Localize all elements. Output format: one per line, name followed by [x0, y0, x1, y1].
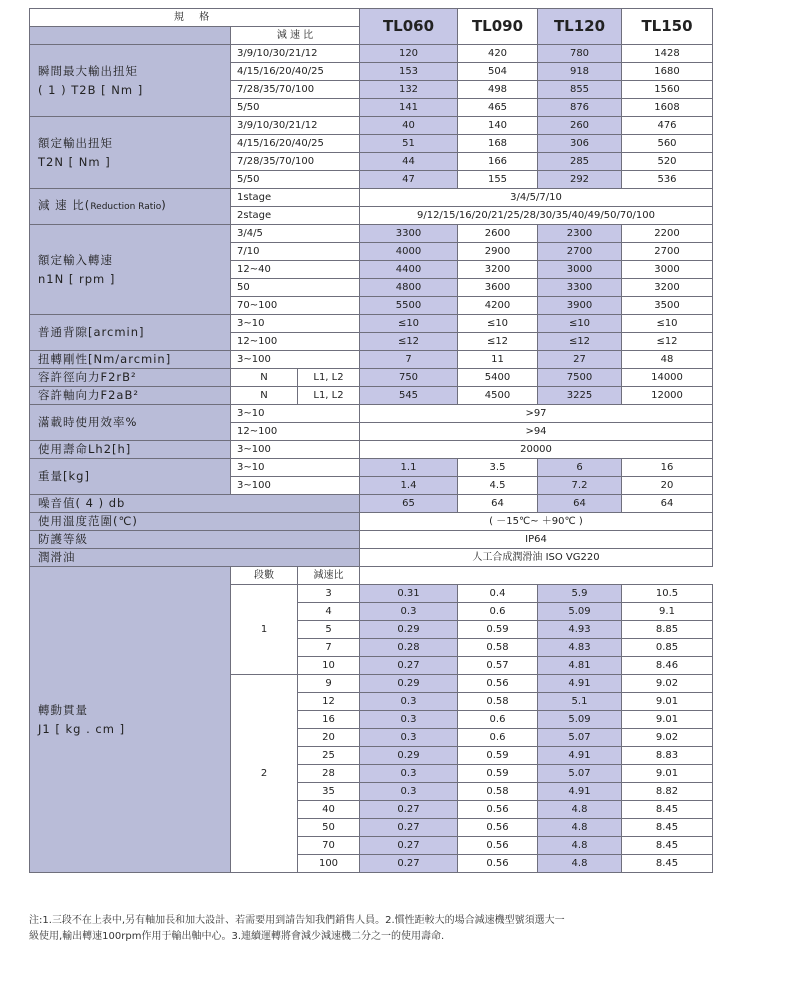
stiffness-label: 扭轉剛性[Nm/arcmin]	[30, 351, 231, 369]
value-cell: 65	[360, 495, 458, 513]
value-cell: 16	[622, 459, 713, 477]
value-cell: 7	[360, 351, 458, 369]
value-cell: 0.58	[458, 783, 538, 801]
value-cell: 4.91	[538, 747, 622, 765]
value-cell: 545	[360, 387, 458, 405]
value-cell: 0.59	[458, 621, 538, 639]
input-speed-label	[30, 225, 231, 315]
value-cell: 4400	[360, 261, 458, 279]
value-cell: 0.3	[360, 711, 458, 729]
value-cell: 465	[458, 99, 538, 117]
value-cell: 0.29	[360, 675, 458, 693]
unit-cell: N	[231, 369, 298, 387]
rated-torque-label-sub: T2N [ Nm ]	[38, 154, 111, 169]
ratio-cell: 5	[298, 621, 360, 639]
inertia-label	[30, 567, 231, 873]
value-cell: 4.83	[538, 639, 622, 657]
value-cell: 10.5	[622, 585, 713, 603]
value-cell: 3900	[538, 297, 622, 315]
value-cell: 9.01	[622, 693, 713, 711]
value-cell: 8.45	[622, 855, 713, 873]
ratio-cell: 12~100	[231, 333, 360, 351]
reduction-title-end: )	[161, 198, 167, 212]
ratio-cell: 4/15/16/20/40/25	[231, 135, 360, 153]
value-cell: 0.59	[458, 765, 538, 783]
unit-cell: N	[231, 387, 298, 405]
ratio-cell: 7/10	[231, 243, 360, 261]
value-cell: 0.56	[458, 837, 538, 855]
value-cell: 48	[622, 351, 713, 369]
value-cell: 476	[622, 117, 713, 135]
ratio-cell: 70	[298, 837, 360, 855]
value-cell: 260	[538, 117, 622, 135]
footnotes	[29, 913, 719, 945]
value-cell: 5.09	[538, 603, 622, 621]
ratio-header: 減 速 比	[231, 27, 360, 45]
value-cell: 27	[538, 351, 622, 369]
value-cell: ≤12	[360, 333, 458, 351]
rated-torque-row	[30, 117, 713, 135]
value-cell: 0.31	[360, 585, 458, 603]
value-cell: 8.82	[622, 783, 713, 801]
ratio-cell: 12~40	[231, 261, 360, 279]
value-cell: 132	[360, 81, 458, 99]
value-cell: 0.56	[458, 819, 538, 837]
value-cell: 8.85	[622, 621, 713, 639]
value-cell: 0.27	[360, 657, 458, 675]
max-torque-label-sub: ( 1 ) T2B [ Nm ]	[38, 82, 144, 97]
condition-cell: L1, L2	[298, 369, 360, 387]
value-cell: 3200	[458, 261, 538, 279]
temperature-value: ( －15℃~ ＋90℃ )	[360, 513, 713, 531]
value-cell: 4.91	[538, 783, 622, 801]
value-cell: ≤12	[538, 333, 622, 351]
value-cell: 0.27	[360, 819, 458, 837]
value-cell: 0.3	[360, 783, 458, 801]
value-cell: 0.6	[458, 603, 538, 621]
stage-number: 2	[231, 675, 298, 873]
value-cell: 5.07	[538, 765, 622, 783]
value-cell: 0.28	[360, 639, 458, 657]
value-cell: 3600	[458, 279, 538, 297]
ratio-cell: 40	[298, 801, 360, 819]
value-cell: ≤10	[538, 315, 622, 333]
value-cell: 4.8	[538, 819, 622, 837]
value-cell: 153	[360, 63, 458, 81]
value-cell: 0.56	[458, 855, 538, 873]
value-cell: ≤10	[360, 315, 458, 333]
ratio-cell: 3/4/5	[231, 225, 360, 243]
ratio-cell: 3~100	[231, 477, 360, 495]
life-value: 20000	[360, 441, 713, 459]
stages-header: 段數	[231, 567, 298, 585]
value-cell: 4.5	[458, 477, 538, 495]
value-cell: 0.57	[458, 657, 538, 675]
value-cell: 0.58	[458, 693, 538, 711]
ratio-cell: 50	[298, 819, 360, 837]
value-cell: 8.46	[622, 657, 713, 675]
stage-cell: 1stage	[231, 189, 360, 207]
ratio-cell: 5/50	[231, 171, 360, 189]
ratio-cell: 70~100	[231, 297, 360, 315]
value-cell: 8.83	[622, 747, 713, 765]
value-cell: 14000	[622, 369, 713, 387]
value-cell: 20	[622, 477, 713, 495]
value-cell: 2600	[458, 225, 538, 243]
reduction-row-1	[30, 189, 713, 207]
ratio-cell: 20	[298, 729, 360, 747]
value-cell: 168	[458, 135, 538, 153]
noise-row	[30, 495, 713, 513]
value-cell: 0.3	[360, 765, 458, 783]
stage-cell: 2stage	[231, 207, 360, 225]
noise-label: 噪音值( 4 ) db	[30, 495, 360, 513]
value-cell: 3300	[360, 225, 458, 243]
stage1-ratios: 3/4/5/7/10	[360, 189, 713, 207]
value-cell: 855	[538, 81, 622, 99]
efficiency-value: >97	[360, 405, 713, 423]
value-cell: 306	[538, 135, 622, 153]
ratio-cell: 28	[298, 765, 360, 783]
spec-table	[29, 8, 713, 873]
life-row	[30, 441, 713, 459]
value-cell: 7.2	[538, 477, 622, 495]
value-cell: 2900	[458, 243, 538, 261]
value-cell: 2700	[538, 243, 622, 261]
value-cell: 504	[458, 63, 538, 81]
value-cell: 0.27	[360, 801, 458, 819]
ratio-cell: 5/50	[231, 99, 360, 117]
value-cell: 4800	[360, 279, 458, 297]
inertia-label-sub: J1 [ kg . cm ]	[38, 721, 126, 736]
ratio-cell: 10	[298, 657, 360, 675]
ratio-cell: 3~100	[231, 441, 360, 459]
value-cell: 0.3	[360, 729, 458, 747]
value-cell: 3500	[622, 297, 713, 315]
value-cell: 292	[538, 171, 622, 189]
value-cell: 1560	[622, 81, 713, 99]
value-cell: 40	[360, 117, 458, 135]
ratio-cell: 16	[298, 711, 360, 729]
value-cell: 0.58	[458, 639, 538, 657]
value-cell: 498	[458, 81, 538, 99]
ratio-cell: 3	[298, 585, 360, 603]
value-cell: 5.1	[538, 693, 622, 711]
value-cell: 420	[458, 45, 538, 63]
efficiency-label: 滿載時使用效率%	[30, 405, 231, 441]
value-cell: 3200	[622, 279, 713, 297]
ratio-cell: 3/9/10/30/21/12	[231, 45, 360, 63]
spec-header: 規 格	[30, 9, 360, 27]
value-cell: 285	[538, 153, 622, 171]
backlash-row	[30, 315, 713, 333]
condition-cell: L1, L2	[298, 387, 360, 405]
inertia-header-row	[30, 567, 713, 585]
efficiency-value: >94	[360, 423, 713, 441]
value-cell: 1.4	[360, 477, 458, 495]
protection-label: 防護等級	[30, 531, 360, 549]
life-label: 使用壽命Lh2[h]	[30, 441, 231, 459]
model-header: TL120	[538, 9, 622, 45]
ratio-cell: 4/15/16/20/40/25	[231, 63, 360, 81]
input-speed-label-title: 額定輸入轉速	[38, 252, 113, 267]
input-speed-label-sub: n1N [ rpm ]	[38, 271, 116, 286]
value-cell: 0.3	[360, 603, 458, 621]
ratio-cell: 25	[298, 747, 360, 765]
protection-row	[30, 531, 713, 549]
value-cell: 64	[622, 495, 713, 513]
temperature-label: 使用溫度范圍(℃)	[30, 513, 360, 531]
axial-force-label: 容許軸向力F2aB²	[30, 387, 231, 405]
inertia-ratio-header: 減速比	[298, 567, 360, 585]
value-cell: 12000	[622, 387, 713, 405]
lubricant-row	[30, 549, 713, 567]
value-cell: 4.8	[538, 837, 622, 855]
value-cell: 8.45	[622, 819, 713, 837]
value-cell: 64	[538, 495, 622, 513]
inertia-label-title: 轉動貫量	[38, 702, 88, 717]
radial-force-label: 容許徑向力F2rB²	[30, 369, 231, 387]
ratio-cell: 100	[298, 855, 360, 873]
value-cell: 5500	[360, 297, 458, 315]
ratio-cell: 7	[298, 639, 360, 657]
value-cell: 536	[622, 171, 713, 189]
value-cell: 2300	[538, 225, 622, 243]
value-cell: 9.1	[622, 603, 713, 621]
value-cell: 4.93	[538, 621, 622, 639]
weight-row	[30, 459, 713, 477]
value-cell: 140	[458, 117, 538, 135]
value-cell: 5.9	[538, 585, 622, 603]
value-cell: 64	[458, 495, 538, 513]
ratio-cell: 3~100	[231, 351, 360, 369]
value-cell: 0.6	[458, 711, 538, 729]
blank-cell	[360, 567, 713, 585]
spec-table-body	[30, 9, 713, 873]
footnote-line-1: 注:1.三段不在上表中,另有軸加長和加大設計、若需要用到請告知我們銷售人員。2.慣性距較大的場合減速機型號須選大一	[29, 915, 565, 926]
value-cell: 0.59	[458, 747, 538, 765]
value-cell: 3000	[538, 261, 622, 279]
value-cell: 4.81	[538, 657, 622, 675]
value-cell: 9.02	[622, 675, 713, 693]
ratio-cell: 12~100	[231, 423, 360, 441]
value-cell: 7500	[538, 369, 622, 387]
value-cell: ≤10	[458, 315, 538, 333]
ratio-cell: 50	[231, 279, 360, 297]
value-cell: 4000	[360, 243, 458, 261]
value-cell: 5.07	[538, 729, 622, 747]
temperature-row	[30, 513, 713, 531]
ratio-cell: 12	[298, 693, 360, 711]
value-cell: 3225	[538, 387, 622, 405]
max-torque-label-title: 瞬間最大輸出扭矩	[38, 63, 138, 78]
value-cell: 2700	[622, 243, 713, 261]
model-header: TL150	[622, 9, 713, 45]
model-header: TL060	[360, 9, 458, 45]
value-cell: 0.27	[360, 837, 458, 855]
value-cell: 1680	[622, 63, 713, 81]
value-cell: ≤10	[622, 315, 713, 333]
value-cell: 0.29	[360, 747, 458, 765]
weight-label: 重量[kg]	[30, 459, 231, 495]
value-cell: 8.45	[622, 837, 713, 855]
value-cell: 0.56	[458, 675, 538, 693]
radial-force-row	[30, 369, 713, 387]
ratio-cell: 3~10	[231, 315, 360, 333]
stiffness-row	[30, 351, 713, 369]
value-cell: 0.29	[360, 621, 458, 639]
max-torque-row	[30, 45, 713, 63]
input-speed-row	[30, 225, 713, 243]
protection-value: IP64	[360, 531, 713, 549]
value-cell: 0.85	[622, 639, 713, 657]
value-cell: 750	[360, 369, 458, 387]
reduction-title: 減 速 比(	[38, 198, 91, 212]
backlash-label: 普通背隙[arcmin]	[30, 315, 231, 351]
ratio-cell: 35	[298, 783, 360, 801]
value-cell: 9.01	[622, 711, 713, 729]
value-cell: 4.8	[538, 855, 622, 873]
value-cell: 9.02	[622, 729, 713, 747]
value-cell: 3300	[538, 279, 622, 297]
value-cell: 0.27	[360, 855, 458, 873]
value-cell: 1.1	[360, 459, 458, 477]
ratio-cell: 3~10	[231, 405, 360, 423]
lubricant-label: 潤滑油	[30, 549, 360, 567]
ratio-cell: 7/28/35/70/100	[231, 81, 360, 99]
value-cell: 8.45	[622, 801, 713, 819]
ratio-cell: 4	[298, 603, 360, 621]
ratio-cell: 7/28/35/70/100	[231, 153, 360, 171]
lubricant-value: 人工合成潤滑油 ISO VG220	[360, 549, 713, 567]
header-row-1	[30, 9, 713, 27]
efficiency-row	[30, 405, 713, 423]
reduction-title-en: Reduction Ratio	[90, 202, 162, 212]
value-cell: 560	[622, 135, 713, 153]
value-cell: 166	[458, 153, 538, 171]
value-cell: 780	[538, 45, 622, 63]
value-cell: 44	[360, 153, 458, 171]
footnote-line-2: 級使用,輸出轉速100rpm作用于輸出軸中心。3.連續運轉將會減少減速機二分之一的使用壽命.	[29, 931, 445, 942]
value-cell: 3.5	[458, 459, 538, 477]
value-cell: 0.4	[458, 585, 538, 603]
value-cell: 47	[360, 171, 458, 189]
value-cell: 0.3	[360, 693, 458, 711]
ratio-cell: 3/9/10/30/21/12	[231, 117, 360, 135]
value-cell: ≤12	[622, 333, 713, 351]
rated-torque-label-title: 額定輸出扭矩	[38, 135, 113, 150]
value-cell: 141	[360, 99, 458, 117]
value-cell: 4200	[458, 297, 538, 315]
label-spacer	[30, 27, 231, 45]
value-cell: 3000	[622, 261, 713, 279]
value-cell: 0.56	[458, 801, 538, 819]
value-cell: 4500	[458, 387, 538, 405]
value-cell: 9.01	[622, 765, 713, 783]
reduction-label	[30, 189, 231, 225]
value-cell: 6	[538, 459, 622, 477]
value-cell: 1608	[622, 99, 713, 117]
max-torque-label	[30, 45, 231, 117]
ratio-cell: 9	[298, 675, 360, 693]
value-cell: 876	[538, 99, 622, 117]
value-cell: 1428	[622, 45, 713, 63]
value-cell: 5400	[458, 369, 538, 387]
value-cell: 51	[360, 135, 458, 153]
value-cell: 155	[458, 171, 538, 189]
stage2-ratios: 9/12/15/16/20/21/25/28/30/35/40/49/50/70/100	[360, 207, 713, 225]
rated-torque-label	[30, 117, 231, 189]
value-cell: 11	[458, 351, 538, 369]
value-cell: 4.91	[538, 675, 622, 693]
value-cell: 2200	[622, 225, 713, 243]
model-header: TL090	[458, 9, 538, 45]
stage-number: 1	[231, 585, 298, 675]
value-cell: 4.8	[538, 801, 622, 819]
value-cell: 0.6	[458, 729, 538, 747]
value-cell: 5.09	[538, 711, 622, 729]
value-cell: 520	[622, 153, 713, 171]
value-cell: 120	[360, 45, 458, 63]
value-cell: ≤12	[458, 333, 538, 351]
axial-force-row	[30, 387, 713, 405]
ratio-cell: 3~10	[231, 459, 360, 477]
value-cell: 918	[538, 63, 622, 81]
